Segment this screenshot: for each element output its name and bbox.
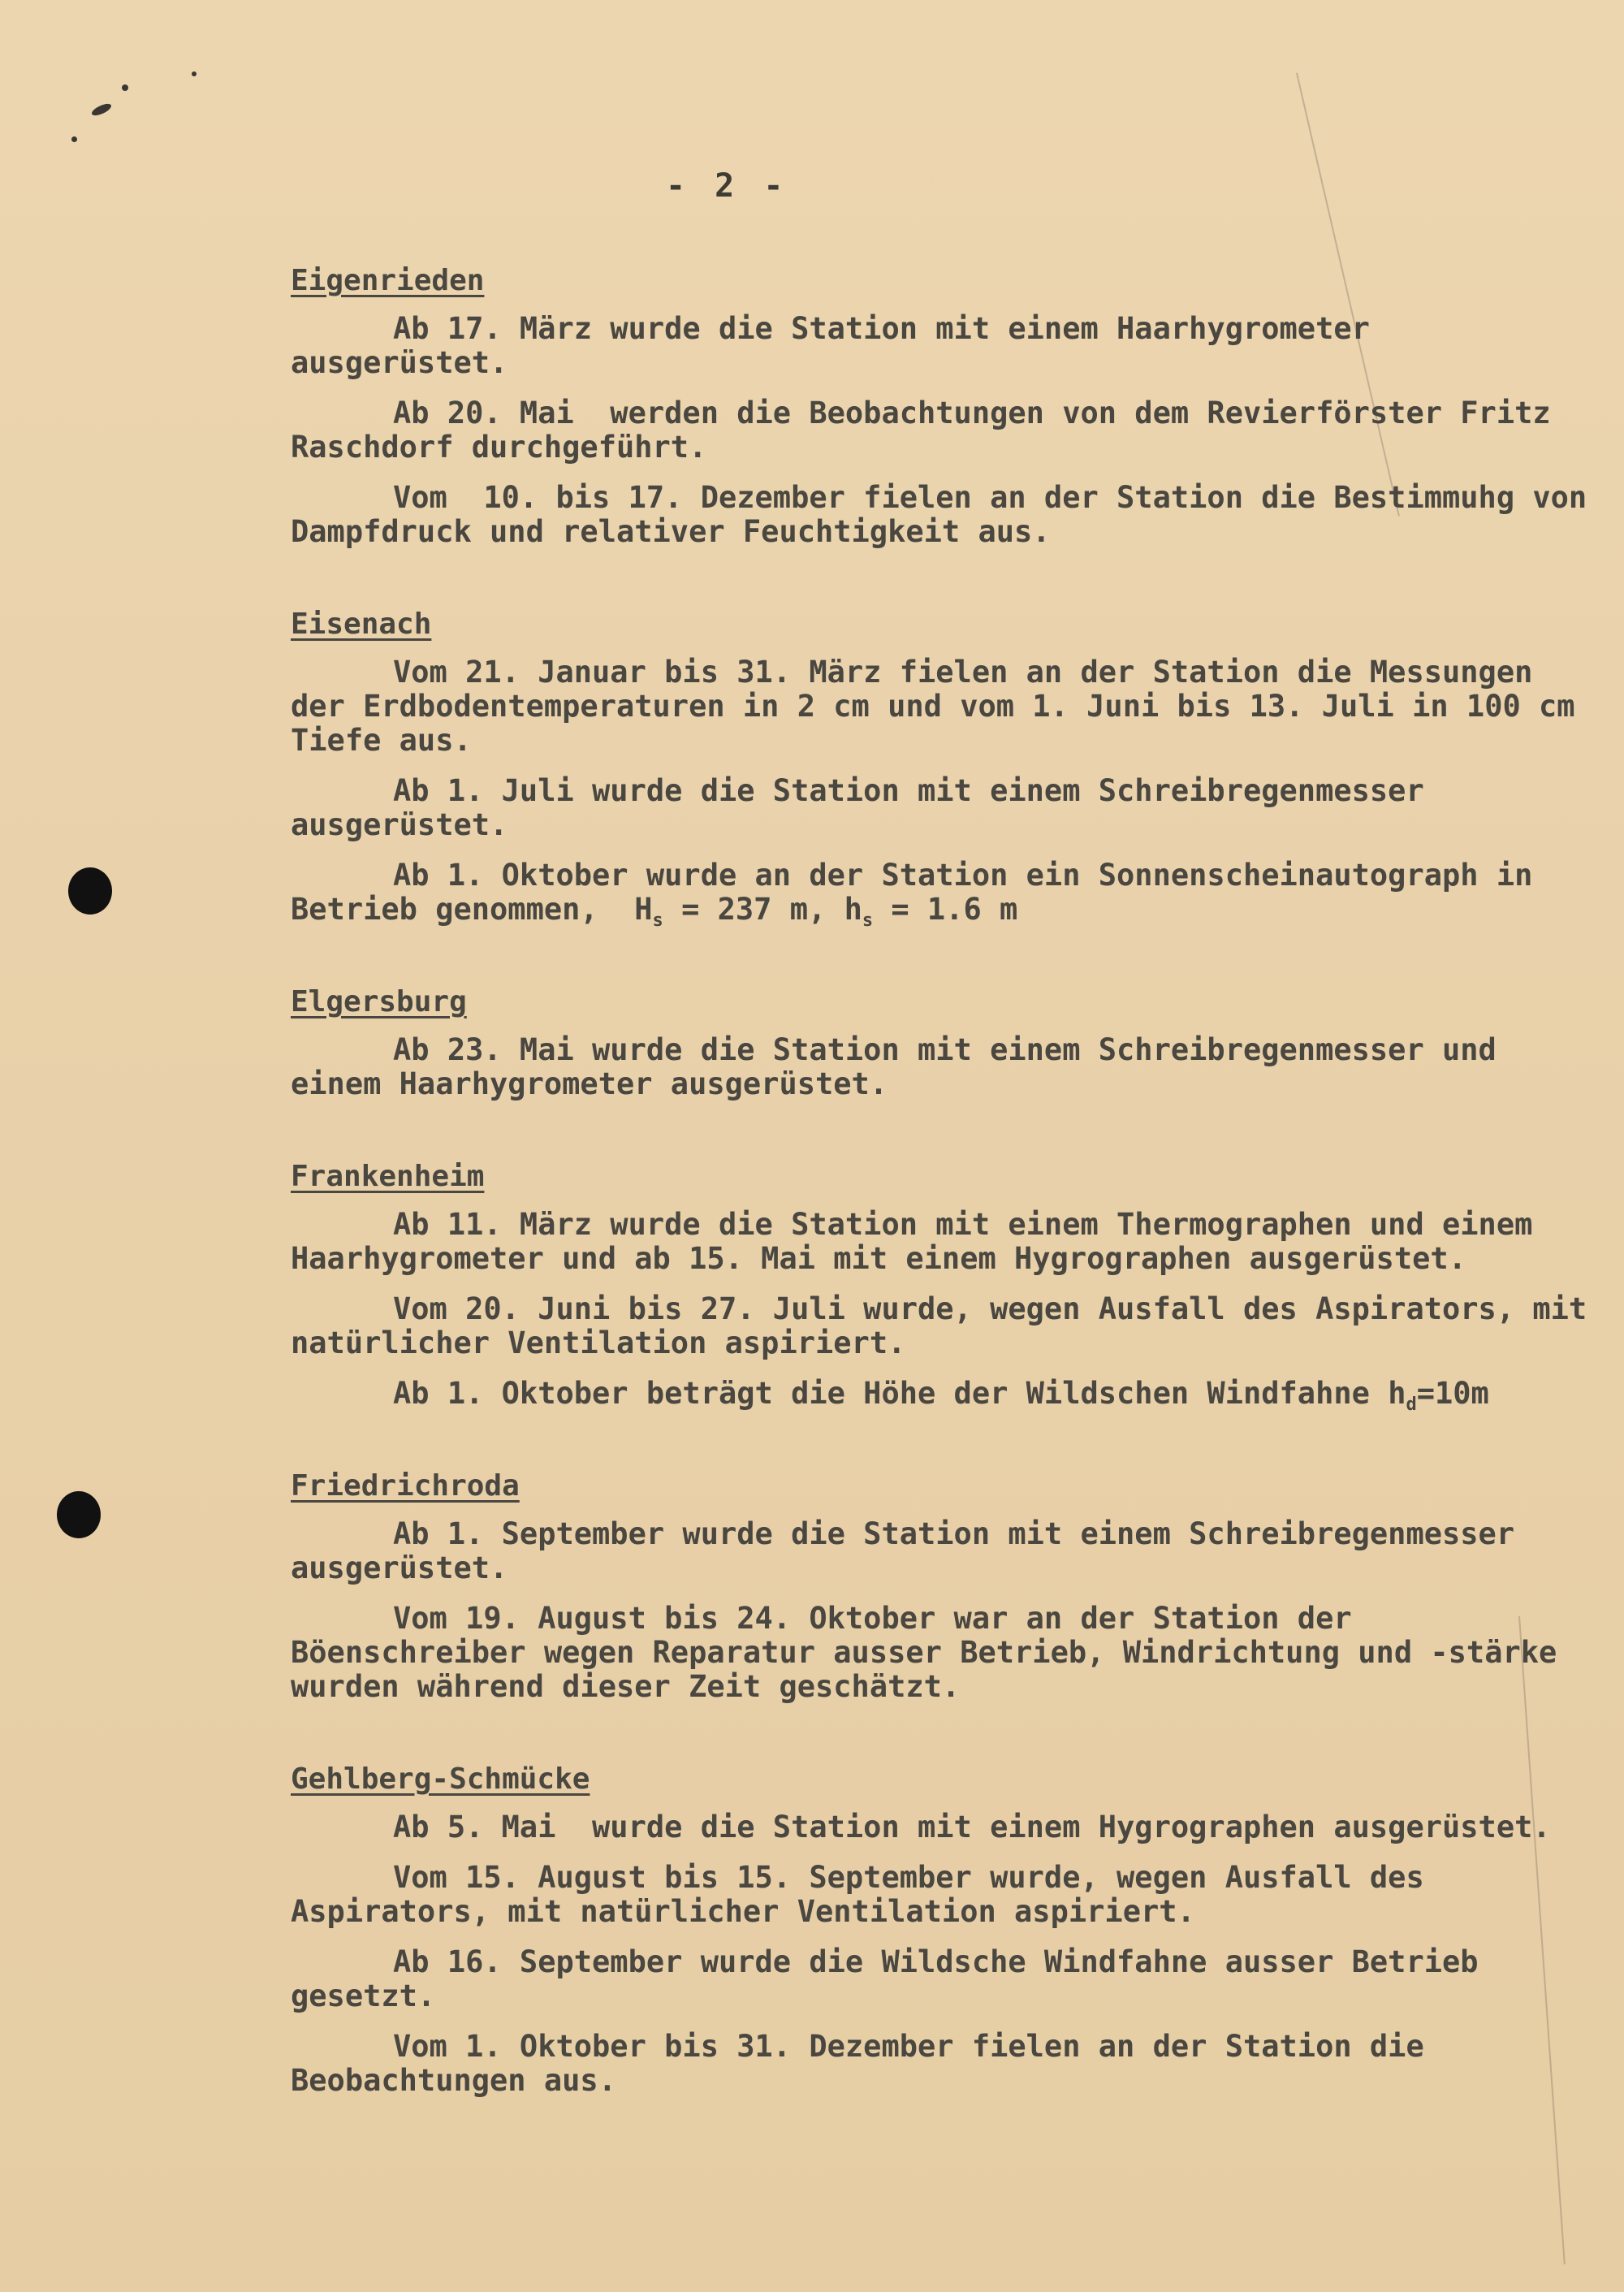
paragraph: Ab 5. Mai wurde die Station mit einem Hygrographen ausgerüstet.: [393, 1810, 1551, 1844]
paragraph: Vom 15. August bis 15. September wurde, wegen Ausfall des Aspirators, mit natürlicher Ventilation aspiriert.: [291, 1860, 1443, 1929]
windvane-height-value: =10m: [1416, 1376, 1489, 1411]
section-heading: Eigenrieden: [291, 264, 485, 297]
ink-speck: [90, 102, 113, 118]
paragraph-sunshine-autograph: [291, 858, 1590, 931]
instrument-height-symbol: h: [844, 892, 862, 927]
section-heading: Elgersburg: [291, 985, 467, 1018]
paragraph: Ab 1. September wurde die Station mit einem Schreibregenmesser ausgerüstet.: [291, 1516, 1533, 1585]
paragraph: Vom 10. bis 17. Dezember fielen an der Station die Bestimmuhg von Dampfdruck und relativer Feuchtigkeit aus.: [291, 480, 1605, 549]
paragraph: Ab 1. Juli wurde die Station mit einem Schreibregenmesser ausgerüstet.: [291, 773, 1443, 842]
document-body: [291, 264, 1605, 2156]
punch-hole-top: [68, 867, 112, 915]
section-heading: Eisenach: [291, 608, 432, 641]
section-eisenach: [291, 608, 1593, 931]
station-height-value: = 237 m,: [663, 892, 844, 927]
ink-speck: [122, 84, 128, 91]
section-heading: Gehlberg-Schmücke: [291, 1762, 590, 1796]
paragraph-text: Ab 1. Oktober wurde an der Station ein Sonnenscheinautograph in Betrieb genommen,: [291, 858, 1551, 927]
paragraph: Vom 19. August bis 24. Oktober war an der Station der Böenschreiber wegen Reparatur ausser Betrieb, Windrichtung und -stärke wurden während dieser Zeit geschätzt.: [291, 1601, 1575, 1704]
subscript: s: [652, 910, 663, 931]
page-number: - 2 -: [666, 167, 788, 205]
paragraph-text: Ab 1. Oktober beträgt die Höhe der Wildschen Windfahne: [393, 1376, 1389, 1411]
paragraph: Ab 20. Mai werden die Beobachtungen von dem Revierförster Fritz Raschdorf durchgeführt.: [291, 396, 1569, 465]
subscript: d: [1406, 1395, 1417, 1415]
section-heading: Friedrichroda: [291, 1469, 520, 1503]
paragraph: Ab 17. März wurde die Station mit einem Haarhygrometer ausgerüstet.: [291, 311, 1389, 380]
section-eigenrieden: [291, 264, 1605, 549]
paragraph: Vom 1. Oktober bis 31. Dezember fielen an der Station die Beobachtungen aus.: [291, 2029, 1443, 2098]
instrument-height-value: = 1.6 m: [873, 892, 1018, 927]
paragraph: Vom 20. Juni bis 27. Juli wurde, wegen Ausfall des Aspirators, mit natürlicher Ventilation aspiriert.: [291, 1291, 1605, 1360]
windvane-height-symbol: h: [1388, 1376, 1406, 1411]
paragraph: Ab 23. Mai wurde die Station mit einem Schreibregenmesser und einem Haarhygrometer ausgerüstet.: [291, 1032, 1515, 1101]
ink-speck: [71, 136, 77, 142]
subscript: s: [862, 910, 874, 931]
paragraph-windvane-height: [291, 1376, 1590, 1415]
paragraph: Ab 11. März wurde die Station mit einem Thermographen und einem Haarhygrometer und ab 15. Mai mit einem Hygrographen ausgerüstet.: [291, 1207, 1551, 1276]
section-heading: Frankenheim: [291, 1160, 485, 1193]
section-frankenheim: [291, 1160, 1605, 1415]
paragraph: Vom 21. Januar bis 31. März fielen an der Station die Messungen der Erdbodentemperaturen in 2 cm und vom 1. Juni bis 13. Juli in 100 cm Tiefe aus.: [291, 655, 1593, 758]
ink-speck: [192, 71, 197, 76]
station-height-symbol: H: [634, 892, 653, 927]
paragraph: Ab 16. September wurde die Wildsche Windfahne ausser Betrieb gesetzt.: [291, 1944, 1497, 2013]
section-gehlberg-schmuecke: [291, 1762, 1590, 2098]
section-elgersburg: [291, 985, 1590, 1101]
section-friedrichroda: [291, 1469, 1590, 1704]
punch-hole-bottom: [57, 1491, 101, 1538]
